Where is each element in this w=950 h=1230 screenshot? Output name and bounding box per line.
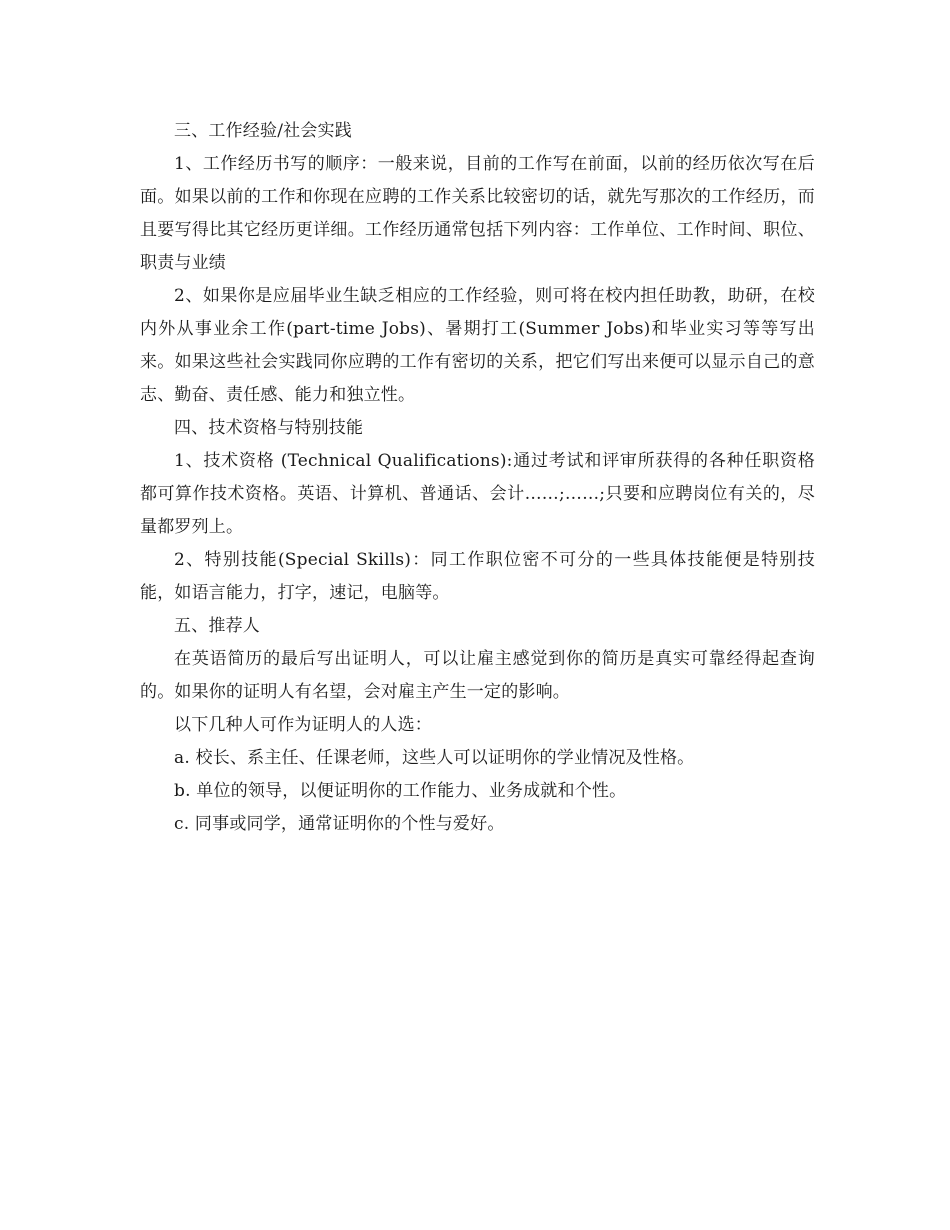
paragraph-work-history-order: 1、工作经历书写的顺序：一般来说，目前的工作写在前面，以前的经历依次写在后面。如果以前的工作和你现在应聘的工作关系比较密切的话，就先写那次的工作经历，而且要写得比其它经历更详细。工作经历通常包括下列内容：工作单位、工作时间、职位、职责与业绩 (140, 154, 815, 273)
list-item-reference-c: c. 同事或同学，通常证明你的个性与爱好。 (174, 814, 505, 834)
section-heading-work-experience: 三、工作经验/社会实践 (174, 121, 352, 141)
section-heading-qualifications: 四、技术资格与特别技能 (174, 418, 364, 438)
paragraph-references-intro: 在英语简历的最后写出证明人，可以让雇主感觉到你的简历是真实可靠经得起查询的。如果你的证明人有名望，会对雇主产生一定的影响。 (140, 649, 815, 702)
document-body (140, 115, 815, 841)
list-item-reference-b: b. 单位的领导，以便证明你的工作能力、业务成就和个性。 (174, 781, 627, 801)
paragraph-technical-qualifications: 1、技术资格 (Technical Qualifications):通过考试和评审所获得的各种任职资格都可算作技术资格。英语、计算机、普通话、会计……;……;只要和应聘岗位有关的，尽量都罗列上。 (140, 451, 815, 537)
list-item-reference-a: a. 校长、系主任、任课老师，这些人可以证明你的学业情况及性格。 (174, 748, 695, 768)
paragraph-graduate-experience: 2、如果你是应届毕业生缺乏相应的工作经验，则可将在校内担任助教，助研，在校内外从事业余工作(part-time Jobs)、暑期打工(Summer Jobs)和毕业实习等等写出来。如果这些社会实践同你应聘的工作有密切的关系，把它们写出来便可以显示自己的意志、勤奋、责任感、能力和独立性。 (140, 286, 815, 405)
paragraph-references-list-intro: 以下几种人可作为证明人的人选： (174, 715, 432, 735)
paragraph-special-skills: 2、特别技能(Special Skills)：同工作职位密不可分的一些具体技能便是特别技能，如语言能力，打字，速记，电脑等。 (140, 550, 815, 603)
section-heading-references: 五、推荐人 (174, 616, 260, 636)
